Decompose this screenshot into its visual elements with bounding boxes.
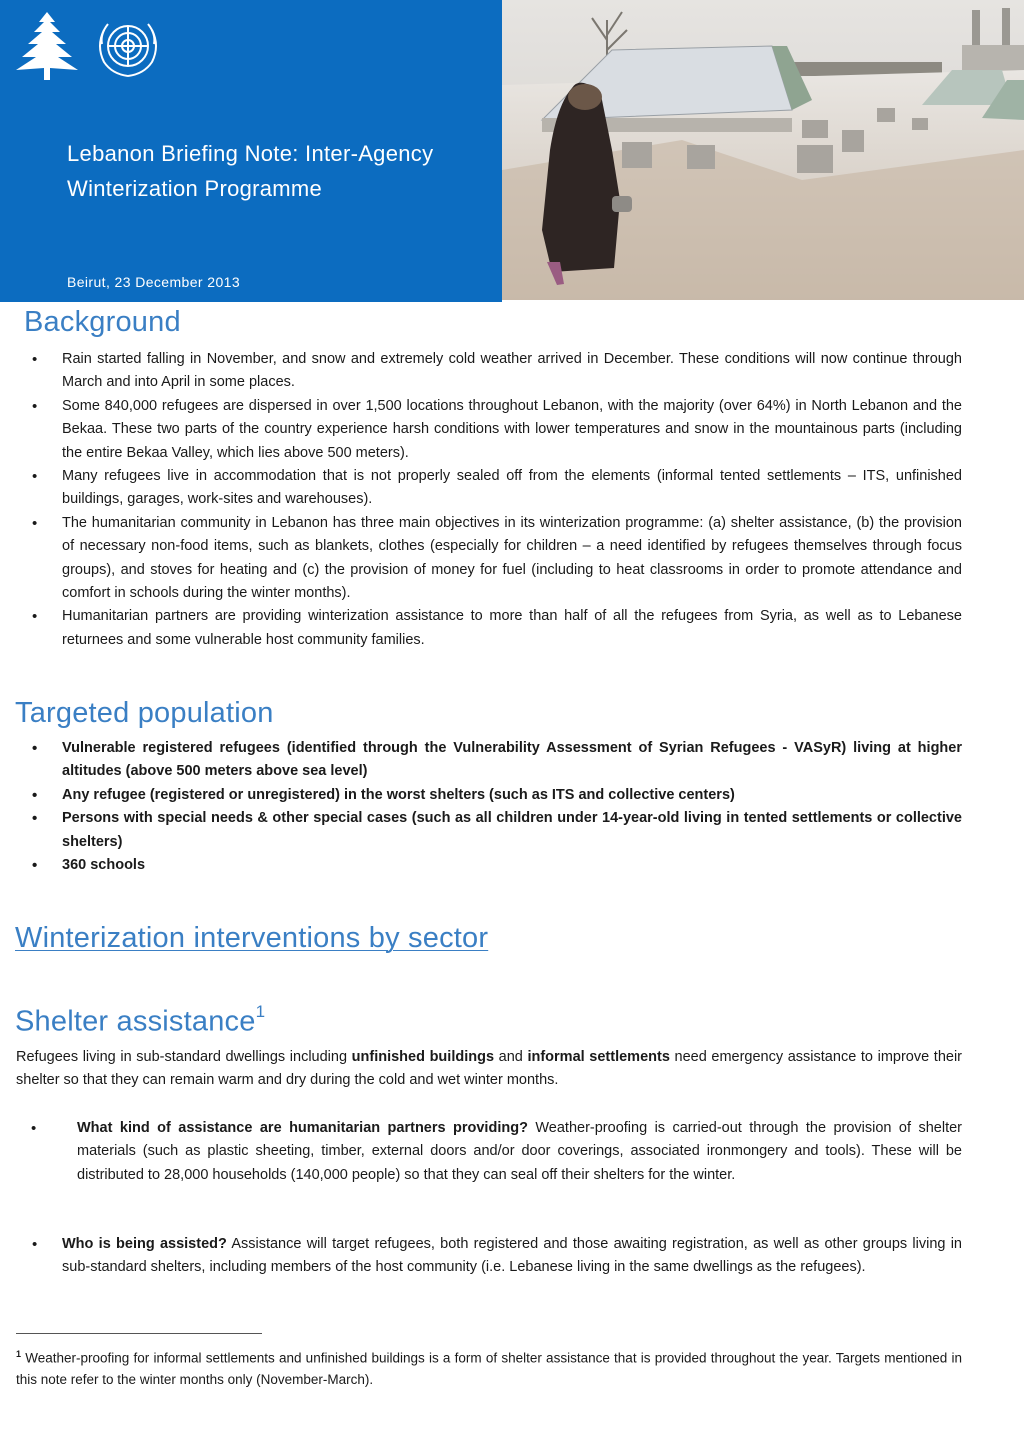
targeted-population-list	[62, 737, 962, 877]
list-item: • Humanitarian partners are providing winterization assistance to more than half of all the refugees from Syria, as well as to Lebanese returnees and some vulnerable host community families.	[62, 605, 962, 652]
cedar-tree-icon	[12, 10, 82, 82]
targeted-population-heading: Targeted population	[15, 697, 274, 729]
shelter-intro: Refugees living in sub-standard dwellings including unfinished buildings and informal settlements need emergency assistance to improve their shelter so that they can remain warm and dry during the cold and wet winter months.	[16, 1049, 962, 1089]
shelter-assistance-heading	[15, 1002, 266, 1039]
un-emblem-icon	[90, 10, 166, 82]
document-title: Lebanon Briefing Note: Inter-Agency Winterization Programme	[67, 141, 434, 201]
list-item: • Who is being assisted? Assistance will target refugees, both registered and those awaiting registration, as well as other groups living in sub-standard shelters, including members of the host community (i.e. Lebanese living in the same dwellings as the refugees).	[62, 1233, 962, 1280]
header-banner	[0, 0, 502, 302]
list-item: • What kind of assistance are humanitarian partners providing? Weather-proofing is carried-out through the provision of shelter materials (such as plastic sheeting, timber, external doors and/or door coverings, associated ironmongery and tools). These will be distributed to 28,000 households (140,000 people) so that they can seal off their shelters for the winter.	[77, 1117, 962, 1187]
shelter-heading-text: Shelter assistance	[15, 1005, 256, 1038]
list-item: • The humanitarian community in Lebanon has three main objectives in its winterization programme: (a) shelter assistance, (b) the provision of necessary non-food items, such as blankets, clothes (especially for children – a need identified by refugees themselves through focus groups), and stoves for heating and (c) the provision of money for fuel (including to heat classrooms in order to promote attendance and comfort in schools during the winter months).	[62, 512, 962, 606]
list-item: • Some 840,000 refugees are dispersed in over 1,500 locations throughout Lebanon, with the majority (over 64%) in North Lebanon and the Bekaa. These two parts of the country experience harsh conditions with lower temperatures and snow in the mountainous parts (including the entire Bekaa Valley, which lies above 500 meters).	[62, 395, 962, 465]
list-item: • Vulnerable registered refugees (identified through the Vulnerability Assessment of Syrian Refugees - VASyR) living at higher altitudes (above 500 meters above sea level)	[62, 737, 962, 784]
background-heading: Background	[24, 306, 181, 338]
footnote: $^1$ Weather-proofing for informal settlements and unfinished buildings is a form of shelter assistance that is provided throughout the year. Targets mentioned in this note refer to the winter months only (November-March).	[16, 1349, 962, 1387]
list-item: • Many refugees live in accommodation that is not properly sealed off from the elements (informal tented settlements – ITS, unfinished buildings, garages, work-sites and warehouses).	[62, 465, 962, 512]
background-list	[62, 348, 962, 652]
footnote-reference[interactable]: 1	[255, 1002, 266, 1021]
interventions-heading: Winterization interventions by sector	[15, 922, 489, 954]
list-item: • Persons with special needs & other special cases (such as all children under 14-year-old living in tented settlements or collective shelters)	[62, 807, 962, 854]
list-item: • Any refugee (registered or unregistered) in the worst shelters (such as ITS and collective centers)	[62, 784, 962, 807]
cover-photo	[502, 0, 1024, 300]
shelter-question-2	[62, 1233, 962, 1280]
document-date: Beirut, 23 December 2013	[67, 274, 241, 290]
footnote-divider	[16, 1333, 262, 1334]
shelter-question-1	[77, 1117, 962, 1187]
list-item: • Rain started falling in November, and snow and extremely cold weather arrived in December. These conditions will now continue through March and into April in some places.	[62, 348, 962, 395]
list-item: • 360 schools	[62, 854, 962, 877]
